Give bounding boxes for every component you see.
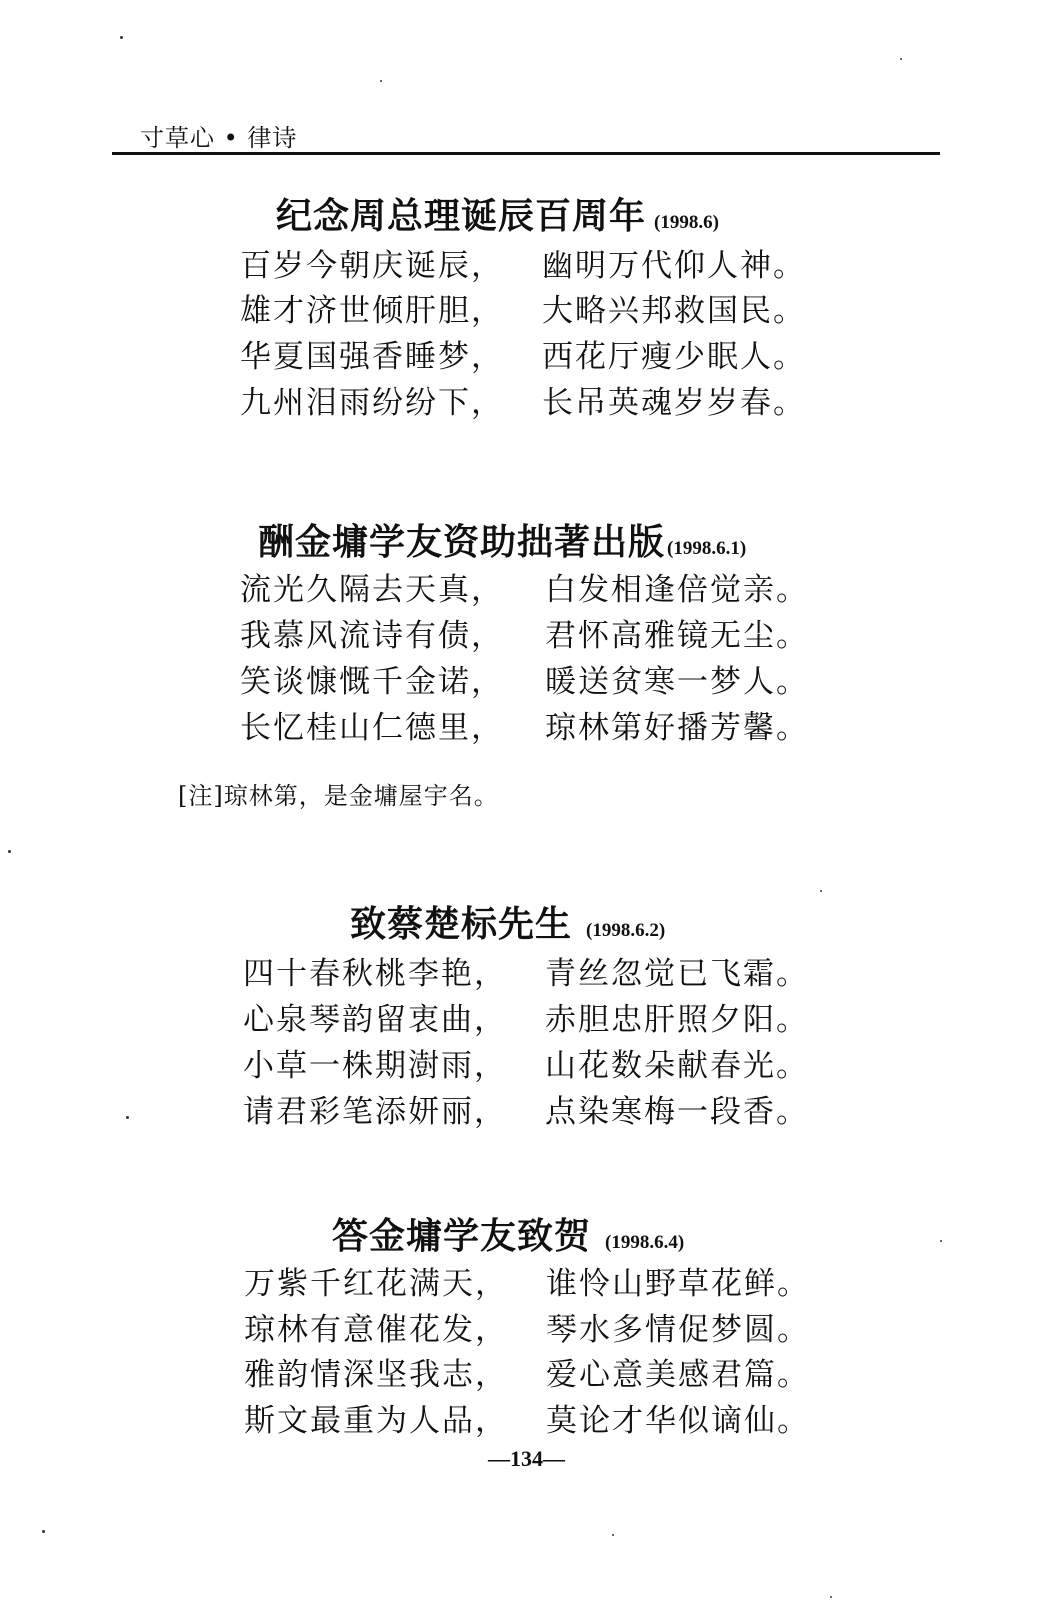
poem-title-text: 答金墉学友致贺 [332,1216,592,1257]
line-left: 四十春秋桃李艳， [243,956,507,992]
line-right: 长吊英魂岁岁春。 [542,385,806,421]
poem-title [332,1208,684,1259]
poem-date: (1998.6.2) [586,920,666,941]
poem-line [0,994,1053,1042]
poem-line [0,702,1053,750]
poem-line [0,1304,1053,1352]
scan-speck [830,1596,832,1598]
poem-line [0,948,1053,996]
line-right: 西花厅瘦少眠人。 [542,339,806,375]
poem-date: (1998.6) [654,212,719,233]
scan-speck [940,1240,942,1242]
poem-line [0,564,1053,612]
scan-speck [42,1530,45,1533]
poem-title-text: 致蔡楚标先生 [350,904,573,945]
poem-title-text: 酬金墉学友资助拙著出版 [258,522,666,563]
line-right: 爱心意美感君篇。 [546,1357,810,1393]
line-left: 华夏国强香睡梦， [240,339,504,375]
poem-line [0,1349,1053,1397]
scan-speck [380,80,382,82]
line-right: 暖送贫寒一梦人。 [545,664,809,700]
poem-line [0,285,1053,333]
header-rule [112,152,940,155]
line-right: 君怀高雅镜无尘。 [545,618,809,654]
line-left: 琼林有意催花发， [244,1312,508,1348]
line-left: 心泉琴韵留衷曲， [243,1002,507,1038]
line-right: 白发相逢倍觉亲。 [545,572,809,608]
line-left: 我慕风流诗有债， [240,618,504,654]
scan-speck [8,850,11,853]
line-right: 大略兴邦救国民。 [542,293,806,329]
line-right: 青丝忽觉已飞霜。 [545,956,809,992]
line-left: 斯文最重为人品， [244,1403,508,1439]
line-left: 雅韵情深坚我志， [244,1357,508,1393]
poem-line [0,610,1053,658]
line-right: 点染寒梅一段香。 [545,1094,809,1130]
line-left: 长忆桂山仁德里， [240,710,504,746]
line-right: 谁怜山野草花鲜。 [546,1266,810,1302]
poem-title [258,514,746,565]
poem-line [0,1395,1053,1443]
scan-speck [126,1116,129,1119]
poem-title [276,188,719,239]
scan-speck [900,58,902,60]
scan-speck [120,36,123,39]
line-left: 请君彩笔添妍丽， [243,1094,507,1130]
line-left: 笑谈慷慨千金诺， [240,664,504,700]
line-left: 小草一株期澍雨， [243,1048,507,1084]
poem-title-text: 纪念周总理诞辰百周年 [276,196,647,237]
line-left: 百岁今朝庆诞辰， [240,248,504,284]
poem-line [0,331,1053,379]
poem-line [0,377,1053,425]
line-left: 雄才济世倾肝胆， [240,293,504,329]
poem-line [0,1086,1053,1134]
poem-line [0,1258,1053,1306]
line-right: 琼林第好播芳馨。 [545,710,809,746]
scan-speck [820,890,822,892]
line-right: 琴水多情促梦圆。 [546,1312,810,1348]
poem-date: (1998.6.4) [605,1232,685,1253]
poem-title [350,896,665,947]
running-header: 寸草心 • 律诗 [140,124,298,152]
scan-speck [612,1534,614,1536]
line-right: 幽明万代仰人神。 [542,248,806,284]
line-right: 山花数朵献春光。 [545,1048,809,1084]
poem-line [0,1040,1053,1088]
line-left: 九州泪雨纷纷下， [240,385,504,421]
poem-line [0,656,1053,704]
poem-line [0,240,1053,288]
poem-date: (1998.6.1) [667,538,747,559]
line-right: 莫论才华似谪仙。 [546,1403,810,1439]
footnote: [注]琼林第，是金墉屋宇名。 [178,782,499,810]
line-left: 流光久隔去天真， [240,572,504,608]
line-right: 赤胆忠肝照夕阳。 [545,1002,809,1038]
page-number: —134— [488,1446,565,1471]
line-left: 万紫千红花满天， [244,1266,508,1302]
